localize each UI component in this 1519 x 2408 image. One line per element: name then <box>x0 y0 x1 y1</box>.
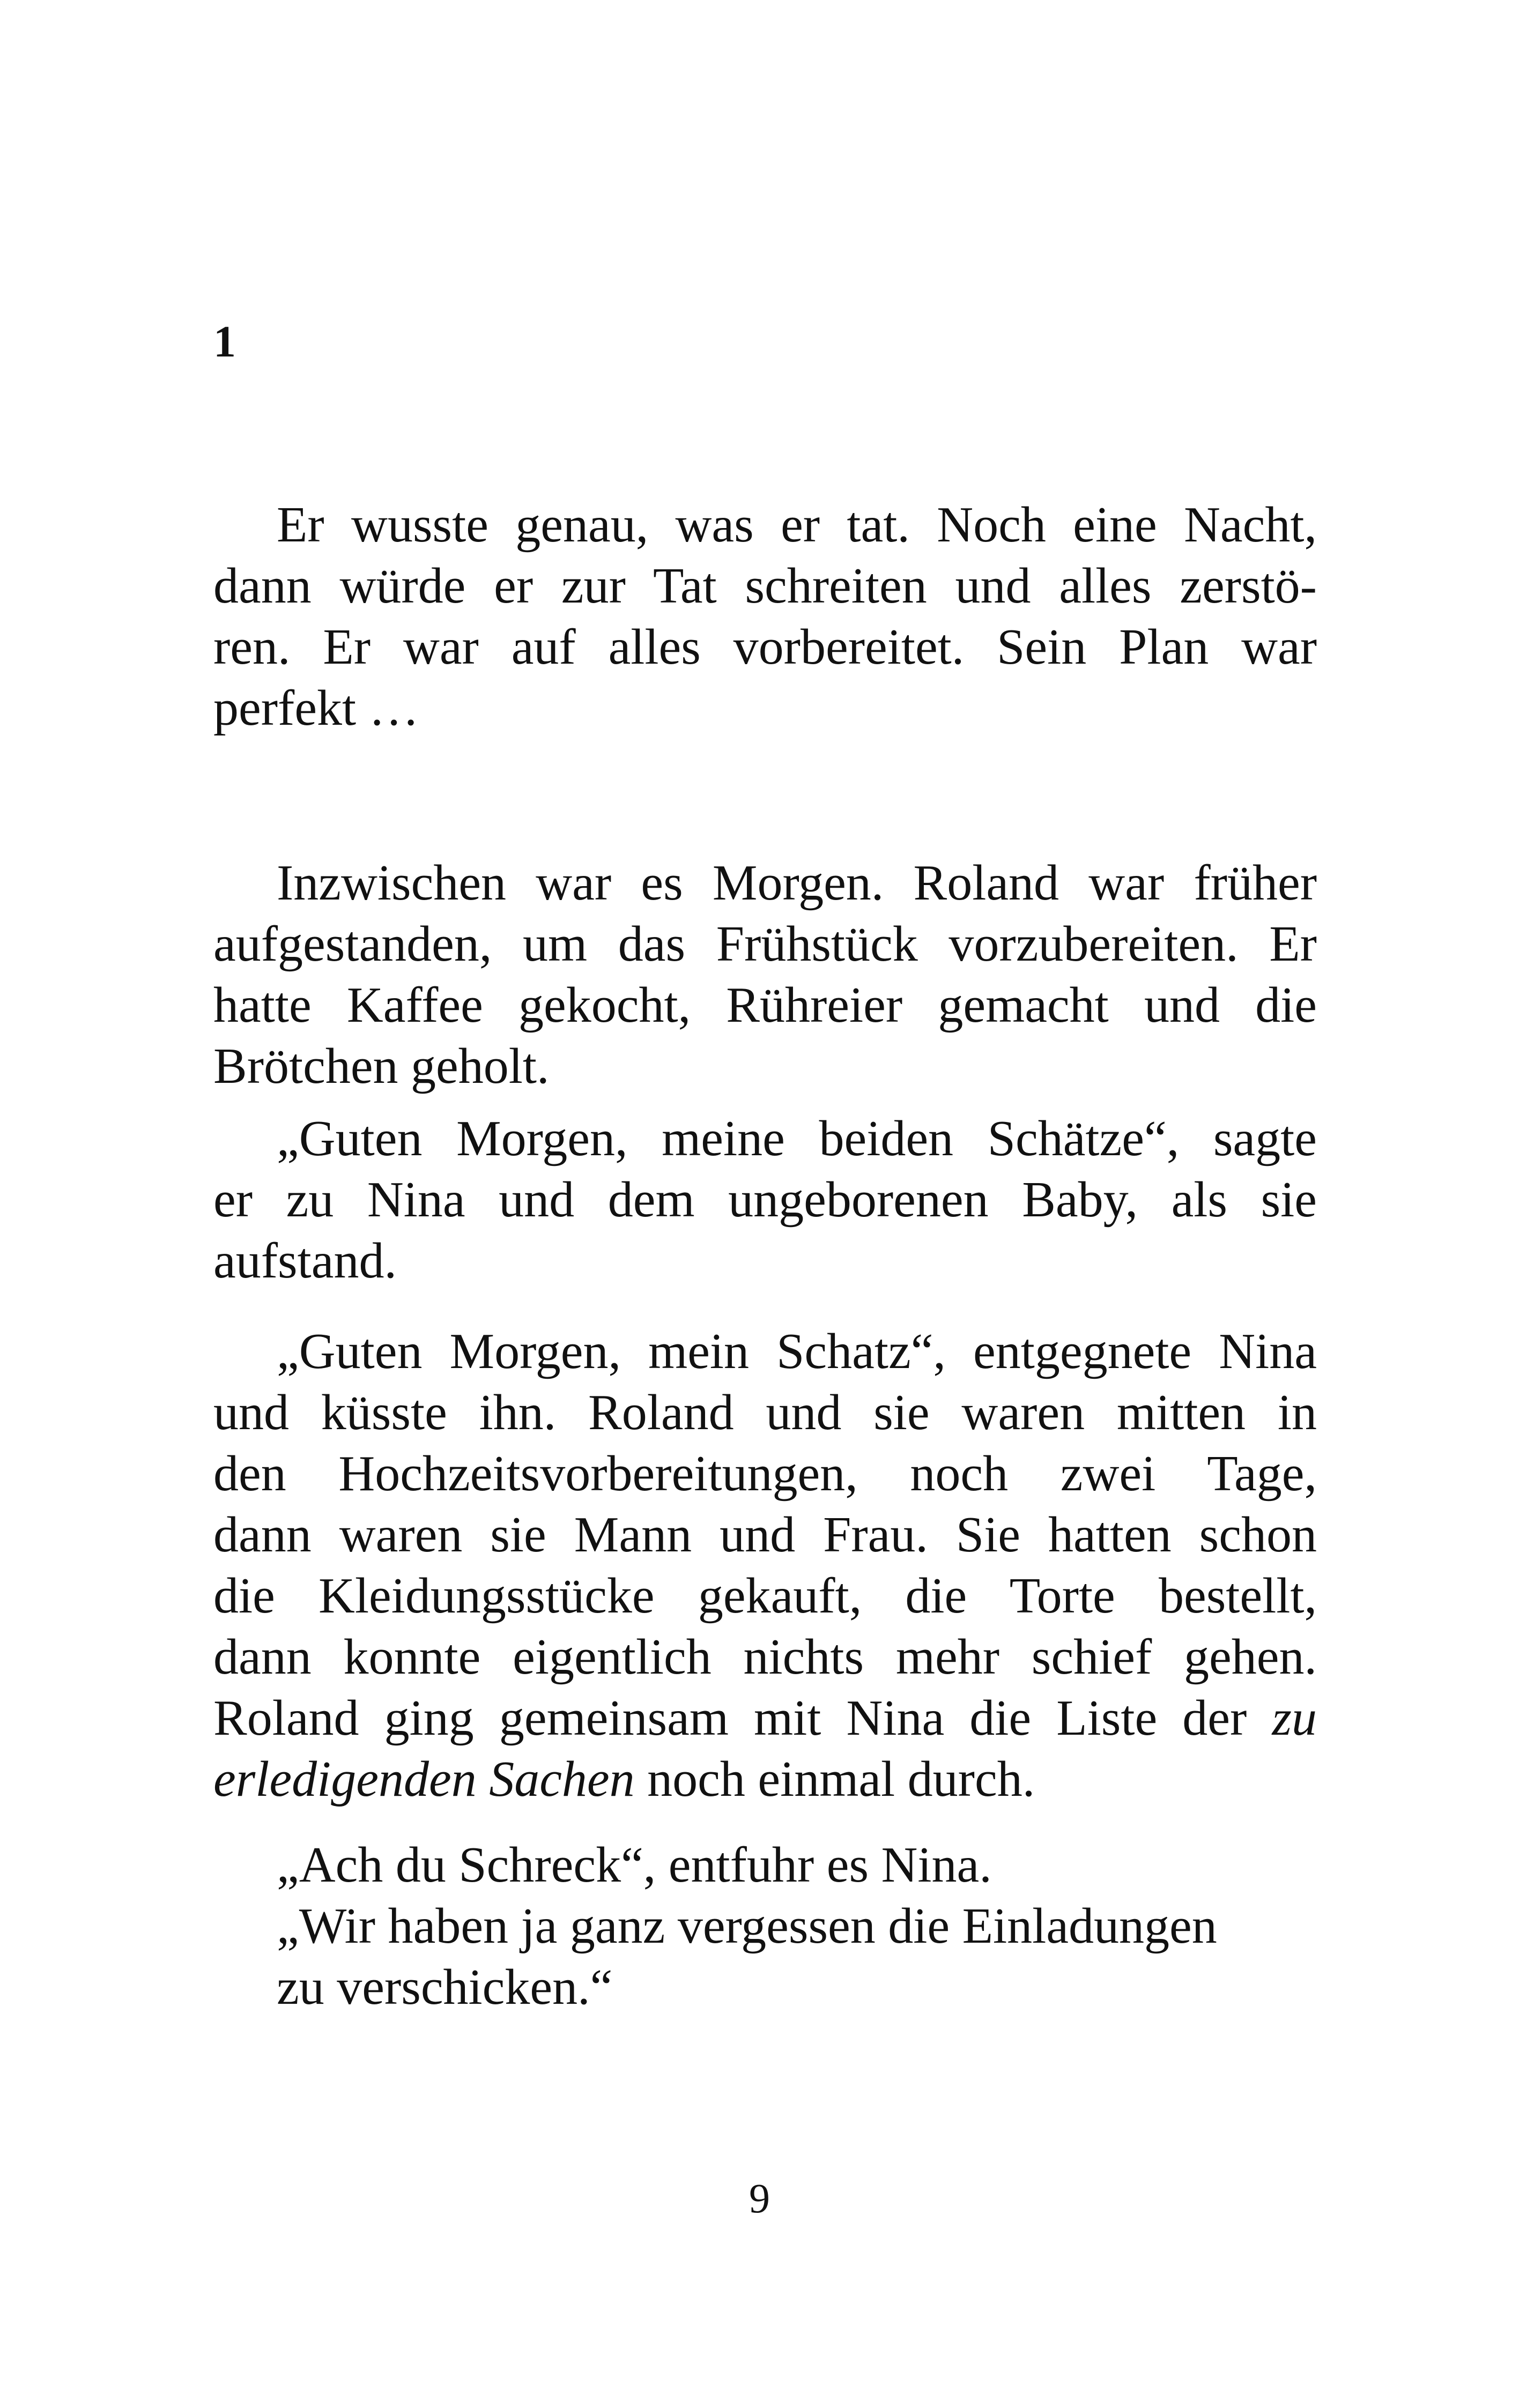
text-line: er zu Nina und dem ungeborenen Baby, als sie <box>213 1172 1317 1228</box>
paragraph-4 <box>213 1321 1317 1810</box>
text-line: perfekt … <box>213 680 419 736</box>
paragraph-2 <box>213 852 1317 1097</box>
text-line: dann konnte eigentlich nichts mehr schief gehen. <box>213 1629 1317 1685</box>
paragraph-1 <box>213 494 1317 739</box>
text-line-with-italic <box>213 1688 1317 1749</box>
text-line: „Guten Morgen, meine beiden Schätze“, sagte <box>277 1111 1317 1166</box>
text-line: die Kleidungsstücke gekauft, die Torte bestellt, <box>213 1568 1317 1624</box>
text-line: „Ach du Schreck“, entfuhr es Nina. <box>277 1837 992 1893</box>
text-line: Inzwischen war es Morgen. Roland war früher <box>277 855 1317 911</box>
text-line: ren. Er war auf alles vorbereitet. Sein Plan war <box>213 619 1317 675</box>
paragraph-5 <box>213 1834 1317 2018</box>
text-line: aufstand. <box>213 1233 397 1289</box>
text-line: zu verschicken.“ <box>277 1959 613 2015</box>
text-segment: noch einmal durch. <box>634 1751 1035 1807</box>
text-line: hatte Kaffee gekocht, Rühreier gemacht und die <box>213 977 1317 1033</box>
italic-text: zu <box>1272 1690 1317 1746</box>
text-line: „Wir haben ja ganz vergessen die Einladungen <box>277 1898 1217 1954</box>
italic-text: erledigenden Sachen <box>213 1751 635 1807</box>
text-line: dann würde er zur Tat schreiten und alles zerstö- <box>213 558 1317 614</box>
text-line-with-italic <box>213 1749 1317 1810</box>
text-line: aufgestanden, um das Frühstück vorzubereiten. Er <box>213 916 1317 972</box>
text-line: Er wusste genau, was er tat. Noch eine Nacht, <box>277 497 1317 553</box>
text-segment: Roland ging gemeinsam mit Nina die Liste der <box>213 1690 1247 1746</box>
text-line: Brötchen geholt. <box>213 1038 550 1094</box>
text-line: und küsste ihn. Roland und sie waren mitten in <box>213 1385 1317 1440</box>
text-line: „Guten Morgen, mein Schatz“, entgegnete Nina <box>277 1324 1317 1379</box>
text-line: dann waren sie Mann und Frau. Sie hatten schon <box>213 1507 1317 1563</box>
paragraph-3 <box>213 1108 1317 1291</box>
page-number: 9 <box>749 2175 770 2221</box>
text-line: den Hochzeitsvorbereitungen, noch zwei Tage, <box>213 1446 1317 1502</box>
chapter-number: 1 <box>213 317 236 367</box>
